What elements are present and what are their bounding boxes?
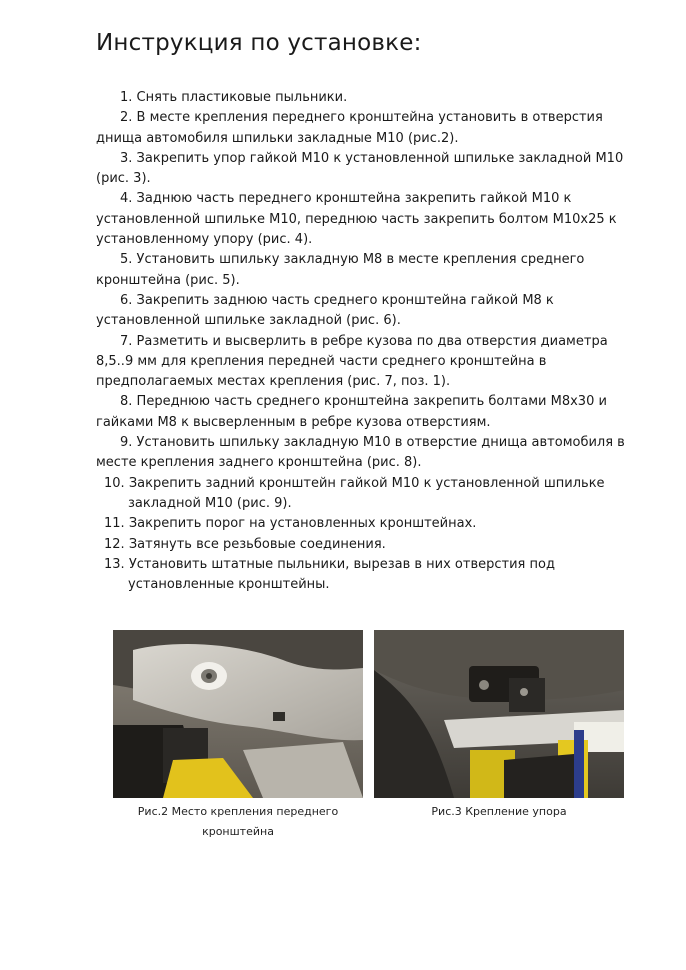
step-number: 7. (120, 333, 133, 349)
step-number: 12. (104, 536, 125, 552)
figure-caption (374, 802, 624, 822)
figure-2 (113, 630, 363, 842)
caption-line-1: Рис.3 Крепление упора (431, 805, 567, 818)
step-text: Закрепить заднюю часть среднего кронштейна гайкой М8 к установленной шпильке закладной (рис. 6). (96, 292, 554, 329)
step-number: 1. (120, 90, 133, 105)
figure-3 (374, 630, 624, 822)
figure-caption (113, 802, 363, 842)
list-item (96, 433, 644, 474)
step-text: Затянуть все резьбовые соединения. (128, 536, 386, 552)
list-item (96, 514, 644, 534)
step-number: 11. (104, 516, 125, 532)
list-item (96, 555, 644, 596)
step-text: Переднюю часть среднего кронштейна закрепить болтами М8х30 и гайками М8 к высверленным в ребре кузова отверстиям. (96, 394, 607, 430)
instruction-list (96, 88, 644, 595)
page-title: Инструкция по установке: (96, 30, 422, 56)
list-item (96, 535, 644, 555)
step-text: Разметить и высверлить в ребре кузова по два отверстия диаметра 8,5..9 мм для крепления передней части среднего кронштейна в предполагаемых местах крепления (рис. 7, поз. 1). (96, 333, 608, 390)
list-item (96, 474, 644, 515)
list-item (96, 88, 644, 108)
step-text: Закрепить порог на установленных кронштейнах. (128, 516, 477, 532)
list-item (96, 291, 644, 332)
step-text: Закрепить задний кронштейн гайкой М10 к установленной шпильке закладной М10 (рис. 9). (128, 475, 605, 511)
step-number: 3. (120, 150, 133, 166)
list-item (96, 392, 644, 433)
step-number: 6. (120, 292, 133, 308)
step-text: Заднюю часть переднего кронштейна закрепить гайкой М10 к установленной шпильке М10, переднюю часть закрепить болтом М10х25 к установленному упору (рис. 4). (96, 191, 617, 248)
list-item (96, 108, 644, 149)
step-text: Установить штатные пыльники, вырезав в них отверстия под установленные кронштейны. (128, 556, 555, 593)
photo-front-bracket-mount (113, 630, 363, 798)
step-number: 8. (120, 394, 133, 410)
photo-stop-mount (374, 630, 624, 798)
step-number: 5. (120, 252, 133, 268)
caption-line-2: кронштейна (202, 825, 274, 838)
step-text: Снять пластиковые пыльники. (136, 90, 348, 105)
list-item (96, 332, 644, 393)
step-number: 13. (104, 556, 125, 572)
list-item (96, 189, 644, 250)
step-number: 4. (120, 191, 133, 207)
step-number: 10. (104, 475, 125, 491)
step-number: 2. (120, 110, 133, 126)
list-item (96, 149, 644, 190)
step-text: Установить шпильку закладную М10 в отверстие днища автомобиля в месте крепления заднего кронштейна (рис. 8). (96, 435, 625, 471)
step-number: 9. (120, 435, 133, 451)
caption-line-1: Рис.2 Место крепления переднего (137, 805, 339, 818)
list-item (96, 250, 644, 291)
step-text: Закрепить упор гайкой М10 к установленной шпильке закладной М10 (рис. 3). (96, 150, 624, 187)
step-text: В месте крепления переднего кронштейна установить в отверстия днища автомобиля шпильки закладные М10 (рис.2). (96, 110, 603, 146)
step-text: Установить шпильку закладную М8 в месте крепления среднего кронштейна (рис. 5). (96, 252, 585, 288)
